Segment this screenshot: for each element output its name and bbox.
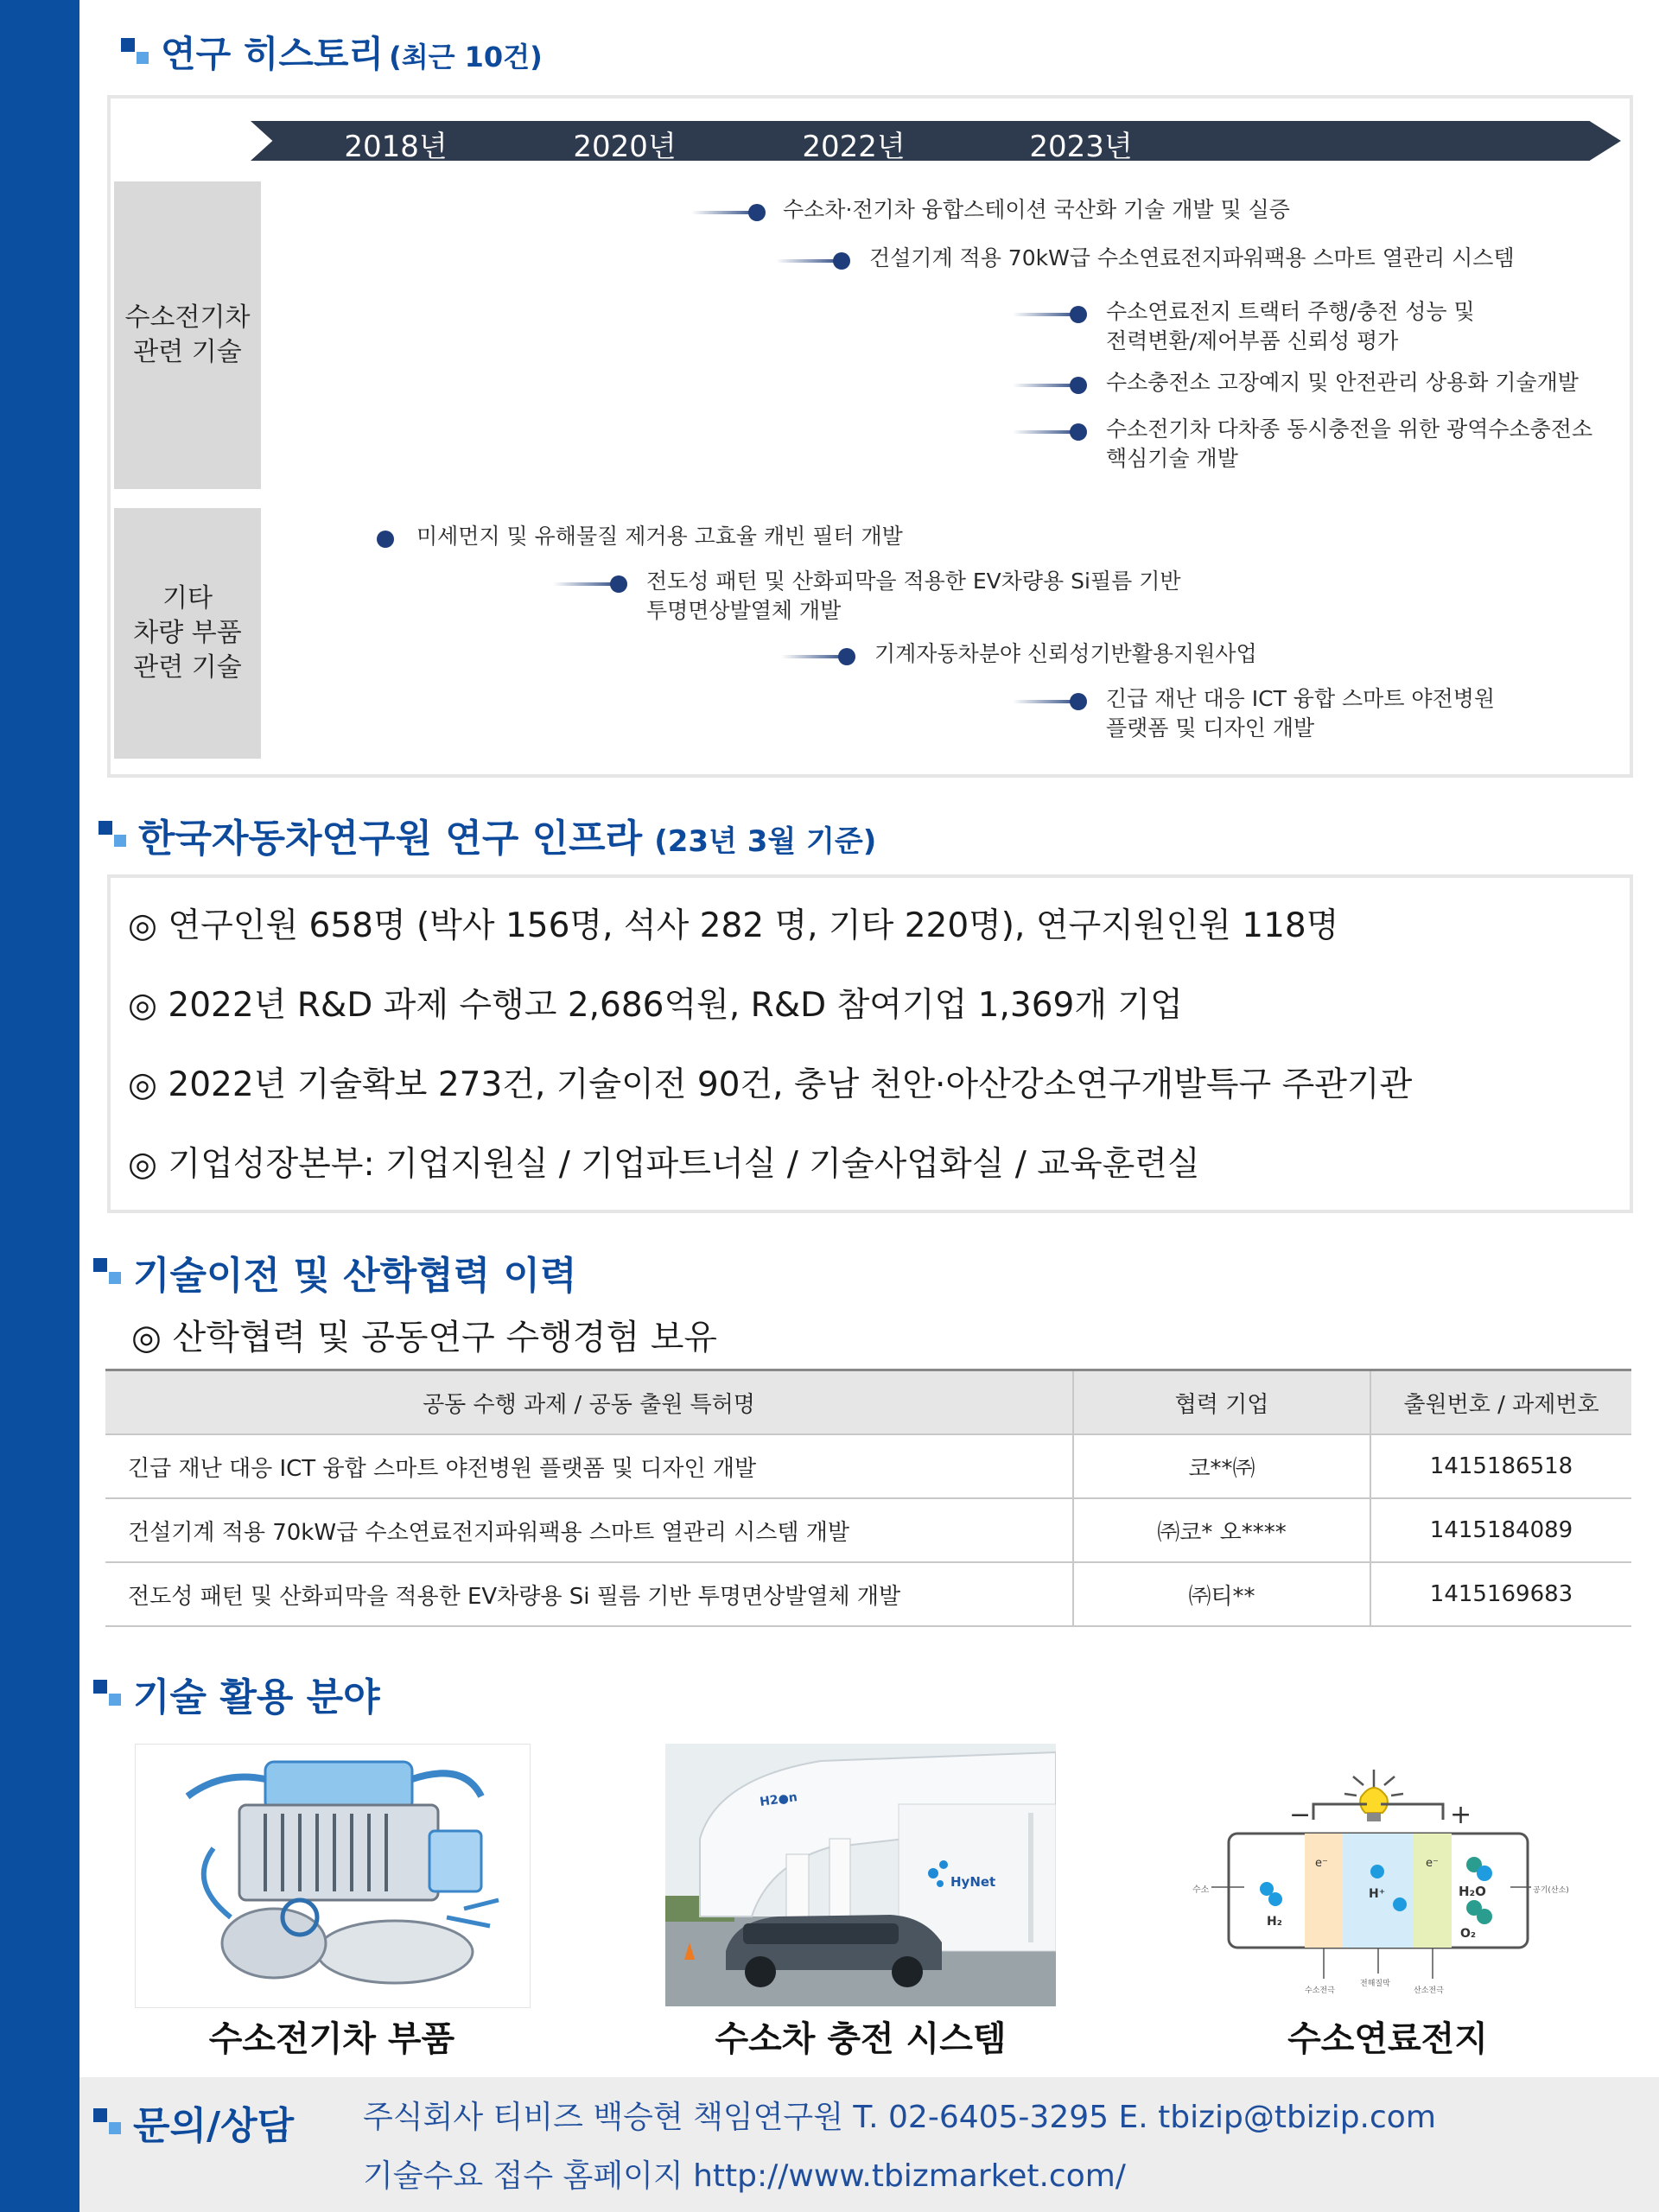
infra-line: ◎ 2022년 기술확보 273건, 기술이전 90건, 충남 천안·아산강소연구개발특구 주관기관 [128,1065,1413,1104]
table-row [105,1434,1631,1498]
table-row [105,1498,1631,1562]
category-other-parts: 기타 차량 부품 관련 기술 [114,508,261,759]
h2o-label: H₂O [1459,1884,1486,1899]
electron-label-right: e⁻ [1426,1857,1439,1870]
timeline-dot-icon [1070,306,1087,323]
table-cell: 1415169683 [1370,1562,1631,1626]
section-bullet-icon [93,2108,121,2136]
fuel-cell-diagram [1184,1744,1573,2006]
table-cell: ㈜티** [1073,1562,1370,1626]
section-bullet-icon [99,821,126,849]
infra-line: ◎ 2022년 R&D 과제 수행고 2,686억원, R&D 참여기업 1,369개 기업 [128,986,1183,1025]
caption-fuel-cell: 수소연료전지 [1287,2019,1488,2059]
infra-title: 한국자동차연구원 연구 인프라 [138,817,643,861]
infra-section-title [99,807,876,862]
timeline-dot-icon [833,252,850,270]
table-cell: 1415186518 [1370,1434,1631,1498]
caption-fuel-cell-parts: 수소전기차 부품 [208,2019,455,2059]
history-title: 연구 히스토리 [161,33,385,75]
transfer-table [105,1369,1631,1627]
section-bullet-icon [93,1680,121,1707]
applications-section-title [93,1666,380,1721]
air-label: 공기(산소) [1533,1886,1569,1895]
table-header-row [105,1370,1631,1435]
section-bullet-icon [121,38,149,66]
history-section-title [121,26,543,78]
history-title-note: (최근 10건) [389,41,543,73]
table-cell: ㈜코* 오**** [1073,1498,1370,1562]
section-bullet-icon [93,1258,121,1286]
h2-label: H₂ [1267,1915,1282,1929]
timeline-year: 2020년 [573,130,677,164]
table-cell: 건설기계 적용 70kW급 수소연료전지파워팩용 스마트 열관리 시스템 개발 [105,1498,1073,1562]
electron-label-left: e⁻ [1315,1857,1328,1870]
table-cell: 전도성 패턴 및 산화피막을 적용한 EV차량용 Si 필름 기반 투명면상발열체 개발 [105,1562,1073,1626]
table-cell: 1415184089 [1370,1498,1631,1562]
table-cell: 코**㈜ [1073,1434,1370,1498]
charging-station-image [665,1744,1056,2006]
caption-charging-system: 수소차 충전 시스템 [715,2019,1007,2059]
table-row [105,1562,1631,1626]
minus-sign: − [1289,1800,1312,1830]
transfer-subtitle: ◎ 산학협력 및 공동연구 수행경험 보유 [131,1318,718,1357]
timeline-dot-icon [377,531,394,548]
timeline-year: 2018년 [344,130,448,164]
timeline-dot-icon [1070,693,1087,710]
station-brand-text: HyNet [950,1874,996,1890]
fuel-cell-parts-image [135,1744,531,2008]
contact-title: 문의/상담 [133,2104,295,2148]
timeline-dot-icon [748,204,766,221]
transfer-section-title [93,1244,577,1300]
timeline-dot-icon [838,648,855,665]
anode-label: 수소전극 [1305,1986,1335,1995]
applications-title: 기술 활용 분야 [133,1675,380,1719]
timeline-dot-icon [610,575,627,593]
infra-title-note: (23년 3월 기준) [654,824,877,859]
membrane-label: 전해질막 [1360,1980,1390,1988]
hydrogen-label: 수소 [1192,1885,1210,1895]
plus-sign: + [1450,1800,1472,1830]
table-header: 출원번호 / 과제번호 [1370,1370,1631,1435]
timeline-dot-icon [1070,423,1087,441]
h-plus-label: H⁺ [1369,1887,1386,1901]
station-sign-text: H2●n [759,1790,798,1809]
table-header: 공동 수행 과제 / 공동 출원 특허명 [105,1370,1073,1435]
left-accent-bar [0,0,79,2212]
timeline-dot-icon [1070,377,1087,394]
table-cell: 긴급 재난 대응 ICT 융합 스마트 야전병원 플랫폼 및 디자인 개발 [105,1434,1073,1498]
infra-line: ◎ 연구인원 658명 (박사 156명, 석사 282 명, 기타 220명), 연구지원인원 118명 [128,906,1339,945]
infra-line: ◎ 기업성장본부: 기업지원실 / 기업파트너실 / 기술사업화실 / 교육훈련실 [128,1145,1200,1184]
timeline-year: 2023년 [1029,130,1133,164]
cathode-label: 산소전극 [1414,1986,1444,1995]
table-header: 협력 기업 [1073,1370,1370,1435]
timeline-year: 2022년 [802,130,906,164]
o2-label: O₂ [1460,1927,1477,1941]
contact-section-title [93,2094,294,2150]
category-hydrogen-vehicle: 수소전기차 관련 기술 [114,181,261,489]
transfer-title: 기술이전 및 산학협력 이력 [133,1254,577,1298]
contact-info: 주식회사 티비즈 백승현 책임연구원 T. 02-6405-3295 E. tbizip@tbizip.com [363,2100,1436,2135]
contact-homepage[interactable]: 기술수요 접수 홈페이지 http://www.tbizmarket.com/ [363,2158,1126,2194]
